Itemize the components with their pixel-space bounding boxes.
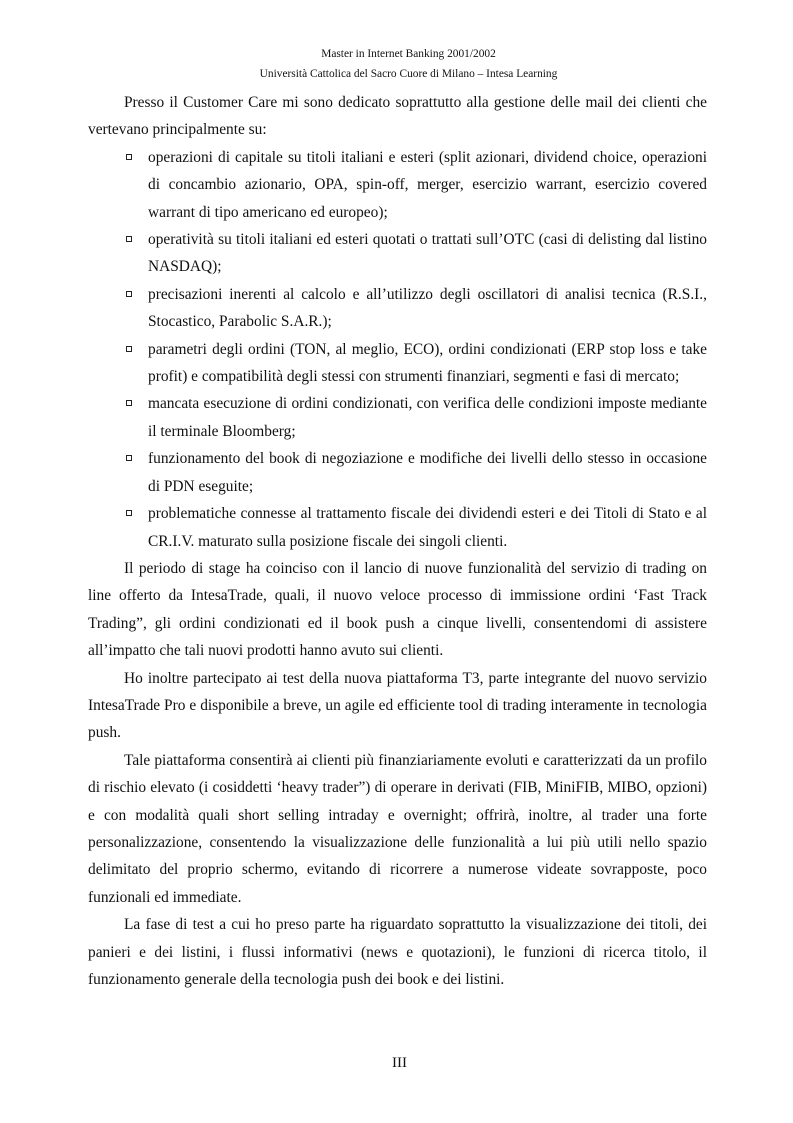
body-paragraph: Il periodo di stage ha coinciso con il lancio di nuove funzionalità del servizio di trading on line offerto da IntesaTrade, quali, il nuovo veloce processo di immissione ordini ‘Fast Track Trading”, gli ordini condizionati ed il book push a cinque livelli, consentendomi di assistere all’impatto che tali nuovi prodotti hanno avuto sui clienti. [88,559,707,660]
header-line-2: Università Cattolica del Sacro Cuore di Milano – Intesa Learning [259,68,558,80]
body-paragraph: La fase di test a cui ho preso parte ha riguardato soprattutto la visualizzazione dei titoli, dei panieri e dei listini, i flussi informativi (news e quotazioni), le funzioni di ricerca titolo, il funzionamento generale della tecnologia push dei book e dei listini. [88,916,707,988]
list-item [88,500,707,555]
header-line-1: Master in Internet Banking 2001/2002 [321,48,496,60]
list-item-text: precisazioni inerenti al calcolo e all’utilizzo degli oscillatori di analisi tecnica (R.S.I., Stocastico, Parabolic S.A.R.); [148,285,707,331]
list-item [88,390,707,445]
square-bullet-icon [126,346,132,352]
square-bullet-icon [126,236,132,242]
intro-paragraph: Presso il Customer Care mi sono dedicato soprattutto alla gestione delle mail dei clienti che vertevano principalmente su: [88,94,707,139]
square-bullet-icon [126,400,132,406]
square-bullet-icon [126,291,132,297]
list-item-text: problematiche connesse al trattamento fiscale dei dividendi esteri e dei Titoli di Stato e al CR.I.V. maturato sulla posizione fiscale dei singoli clienti. [148,505,707,550]
page-header [0,44,793,84]
square-bullet-icon [126,455,132,461]
list-item-text: operazioni di capitale su titoli italiani e esteri (split azionari, dividend choice, operazioni di concambio azionario, OPA, spin-off, merger, esercizio warrant, esercizio covered warrant di tipo americano ed europeo); [148,148,707,221]
list-item [88,226,707,281]
bullet-list [88,144,707,555]
square-bullet-icon [126,510,132,516]
list-item-text: mancata esecuzione di ordini condizionati, con verifica delle condizioni imposte mediante il terminale Bloomberg; [148,395,707,440]
list-item-text: funzionamento del book di negoziazione e modifiche dei livelli dello stesso in occasione di PDN eseguite; [148,450,707,495]
list-item [88,445,707,500]
square-bullet-icon [126,154,132,160]
body-paragraph: Tale piattaforma consentirà ai clienti più finanziariamente evoluti e caratterizzati da un profilo di rischio elevato (i cosiddetti ‘heavy trader”) di operare in derivati (FIB, MiniFIB, MIBO, opzioni) e con modalità quali short selling intraday e overnight; offrirà, inoltre, al trader una forte personalizzazione, consentendo la visualizzazione delle funzionalità a lui più utili nello spazio delimitato del proprio schermo, evitando di ricorrere a numerose videate sovrapposte, poco funzionali ed immediate. [88,751,707,906]
page-body [88,89,707,993]
list-item [88,281,707,336]
page-number: III [392,1055,407,1071]
list-item [88,144,707,226]
body-paragraph: Ho inoltre partecipato ai test della nuova piattaforma T3, parte integrante del nuovo servizio IntesaTrade Pro e disponibile a breve, un agile ed efficiente tool di trading interamente in tecnologia push. [88,669,707,742]
list-item-text: operatività su titoli italiani ed esteri quotati o trattati sull’OTC (casi di delisting dal listino NASDAQ); [148,231,707,276]
list-item-text: parametri degli ordini (TON, al meglio, ECO), ordini condizionati (ERP stop loss e take profit) e compatibilità degli stessi con strumenti finanziari, segmenti e fasi di mercato; [148,340,707,386]
list-item [88,336,707,391]
